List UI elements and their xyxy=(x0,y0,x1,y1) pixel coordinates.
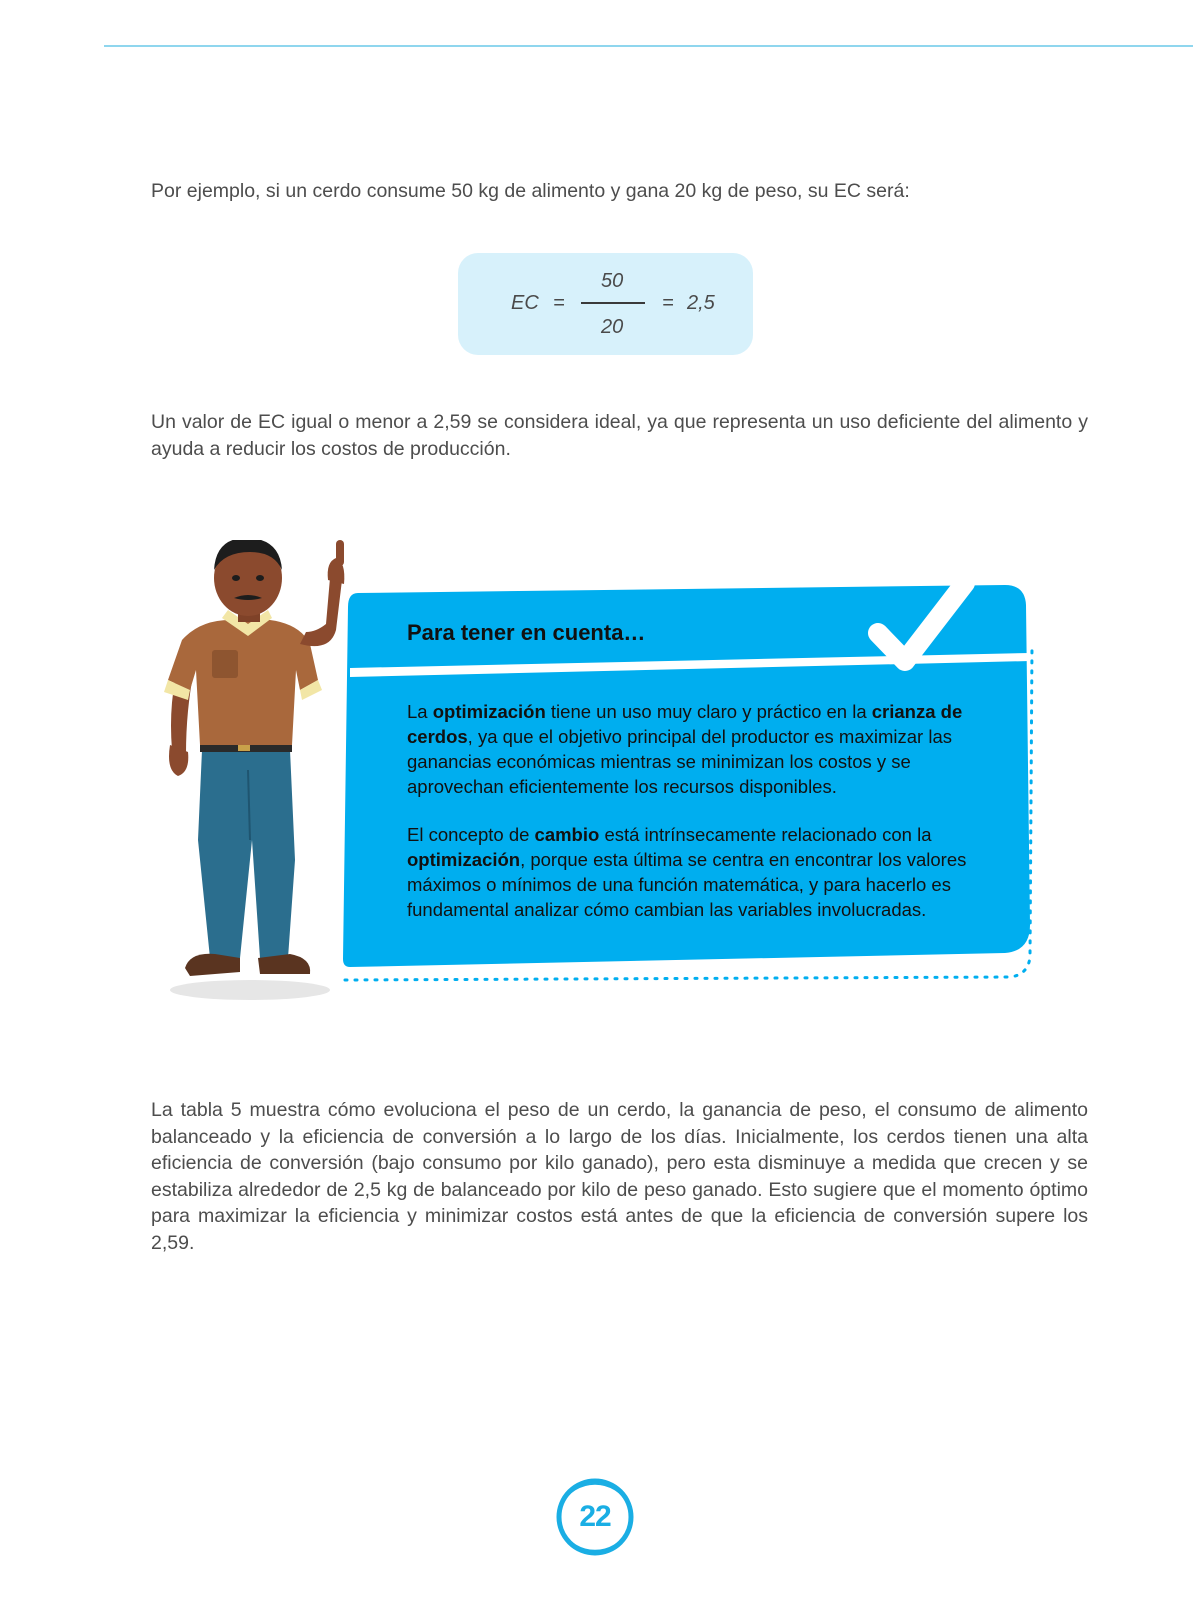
bold-term: crianza de cerdos xyxy=(407,701,963,747)
fraction-bar xyxy=(581,302,645,304)
text-run: El concepto de xyxy=(407,824,535,845)
text-run: está intrínsecamente relacionado con la xyxy=(599,824,932,845)
formula-result-equals: = xyxy=(662,292,674,314)
bold-term: optimización xyxy=(432,701,546,722)
text-run: , porque esta última se centra en encontrar los valores máximos o mínimos de una función matemática, y para hacerlo es fundamental analizar cómo cambian las variables involucradas. xyxy=(407,849,967,920)
page-number: 22 xyxy=(579,1500,611,1533)
text-run: tiene un uso muy claro y práctico en la xyxy=(545,701,872,722)
intro-paragraph: Por ejemplo, si un cerdo consume 50 kg de alimento y gana 20 kg de peso, su EC será: xyxy=(151,180,910,202)
bold-term: cambio xyxy=(534,824,600,845)
formula-equals: = xyxy=(553,292,565,314)
text-run: La xyxy=(407,701,433,722)
ideal-paragraph: Un valor de EC igual o menor a 2,59 se considera ideal, ya que representa un uso deficiente del alimento y ayuda a reducir los costos de producción. xyxy=(151,411,1088,460)
text-run: , ya que el objetivo principal del productor es maximizar las ganancias económicas mientras se minimizan los costos y se aprovechan eficientemente los recursos disponibles. xyxy=(407,726,952,797)
callout-paragraph-1 xyxy=(407,699,1007,799)
formula-denominator: 20 xyxy=(601,316,624,338)
header-rule xyxy=(104,45,1193,47)
callout-paragraph-2 xyxy=(407,822,1007,922)
formula-numerator: 50 xyxy=(601,270,624,292)
callout-title: Para tener en cuenta… xyxy=(407,620,646,645)
formula-lhs: EC xyxy=(511,292,539,314)
character-illustration xyxy=(160,540,360,1010)
formula-box xyxy=(458,253,753,355)
formula-result: 2,5 xyxy=(687,292,715,314)
bold-term: optimización xyxy=(407,849,521,870)
tabla-paragraph: La tabla 5 muestra cómo evoluciona el peso de un cerdo, la ganancia de peso, el consumo de alimento balanceado y la eficiencia de conversión a lo largo de los días. Inicialmente, los cerdos tienen una alta eficiencia de conversión (bajo consumo por kilo ganado), pero esta disminuye a medida que crecen y se estabiliza alrededor de 2,5 kg de balanceado por kilo de peso ganado. Esto sugiere que el momento óptimo para maximizar la eficiencia y minimizar costos está antes de que la eficiencia de conversión supere los 2,59. xyxy=(151,1099,1088,1254)
